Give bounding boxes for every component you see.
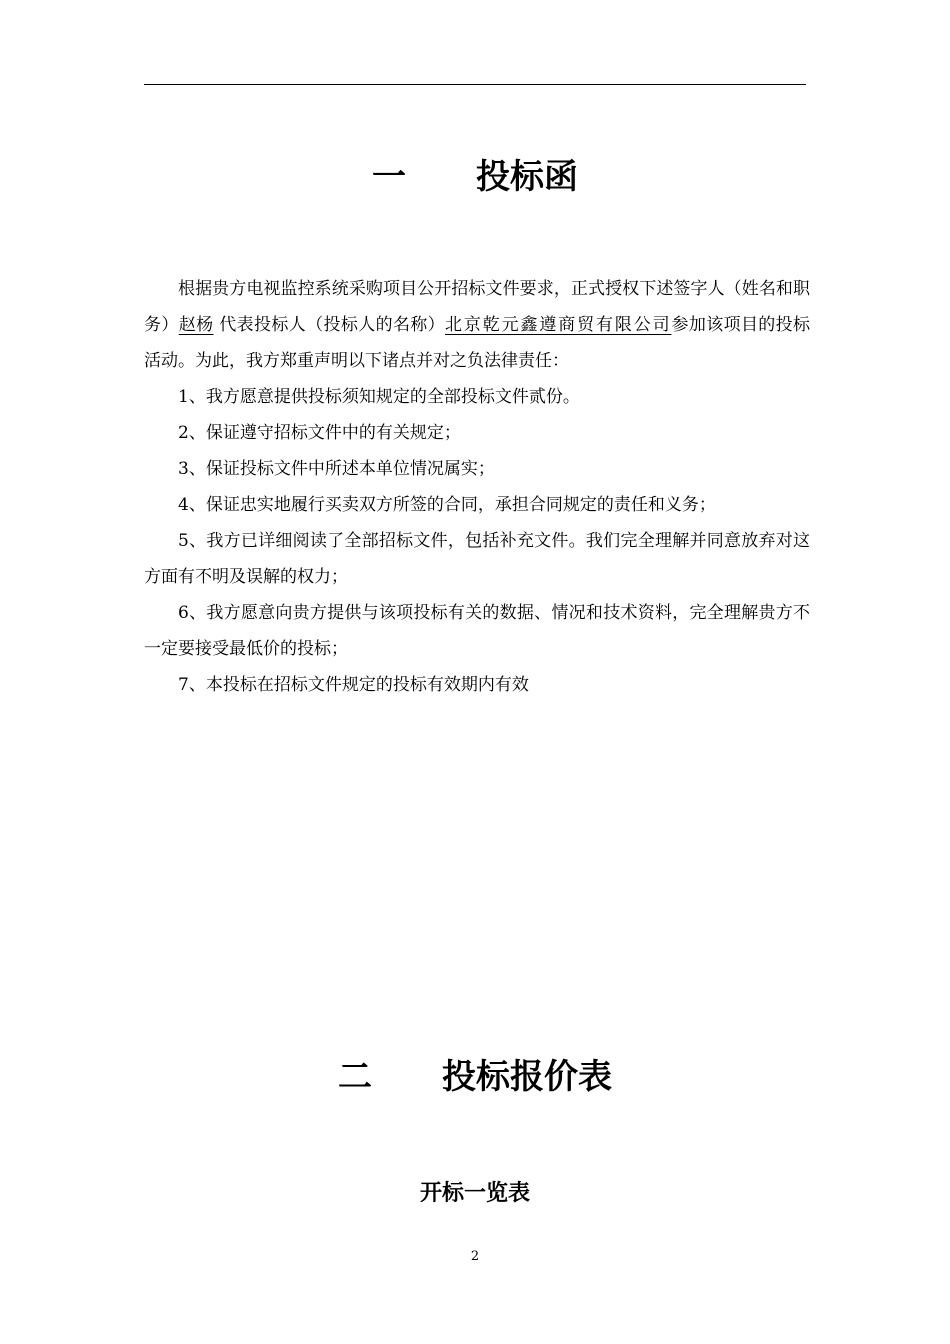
intro-text-2: 代表投标人（投标人的名称） (213, 315, 446, 335)
header-rule (144, 84, 806, 85)
list-item: 7、本投标在招标文件规定的投标有效期内有效 (178, 675, 529, 695)
list-item: 1、我方愿意提供投标须知规定的全部投标文件贰份。 (178, 387, 580, 407)
list-item: 4、保证忠实地履行买卖双方所签的合同，承担合同规定的责任和义务； (178, 495, 716, 515)
section-title: 投标函 (476, 157, 578, 197)
section-title: 投标报价表 (442, 1057, 612, 1097)
list-item: 3、保证投标文件中所述本单位情况属实； (178, 459, 495, 479)
intro-text-3: 参加该项目的投标活动。为此，我方郑重声明以下诸点并对之负法律责任： (144, 315, 811, 371)
bid-letter-body (144, 271, 810, 703)
intro-paragraph (144, 271, 810, 379)
section-number: 一 (372, 157, 406, 197)
list-item: 2、保证遵守招标文件中的有关规定； (178, 423, 461, 443)
intro-text-1: 根据贵方电视监控系统采购项目公开招标文件要求，正式授权下述签字人（姓名和职务） (144, 279, 810, 335)
list-item: 5、我方已详细阅读了全部招标文件，包括补充文件。我们完全理解并同意放弃对这方面有不明及误解的权力； (144, 531, 810, 587)
signatory-name: 赵杨 (178, 315, 214, 335)
section-heading-price-table (0, 1052, 950, 1102)
page-number: 2 (470, 1249, 480, 1264)
section-heading-bid-letter (0, 152, 950, 202)
section-number: 二 (338, 1057, 372, 1097)
bid-opening-summary-title: 开标一览表 (419, 1180, 530, 1206)
bidder-name: 北京乾元鑫遵商贸有限公司 (445, 315, 672, 335)
list-item: 6、我方愿意向贵方提供与该项投标有关的数据、情况和技术资料，完全理解贵方不一定要接受最低价的投标； (144, 603, 810, 659)
